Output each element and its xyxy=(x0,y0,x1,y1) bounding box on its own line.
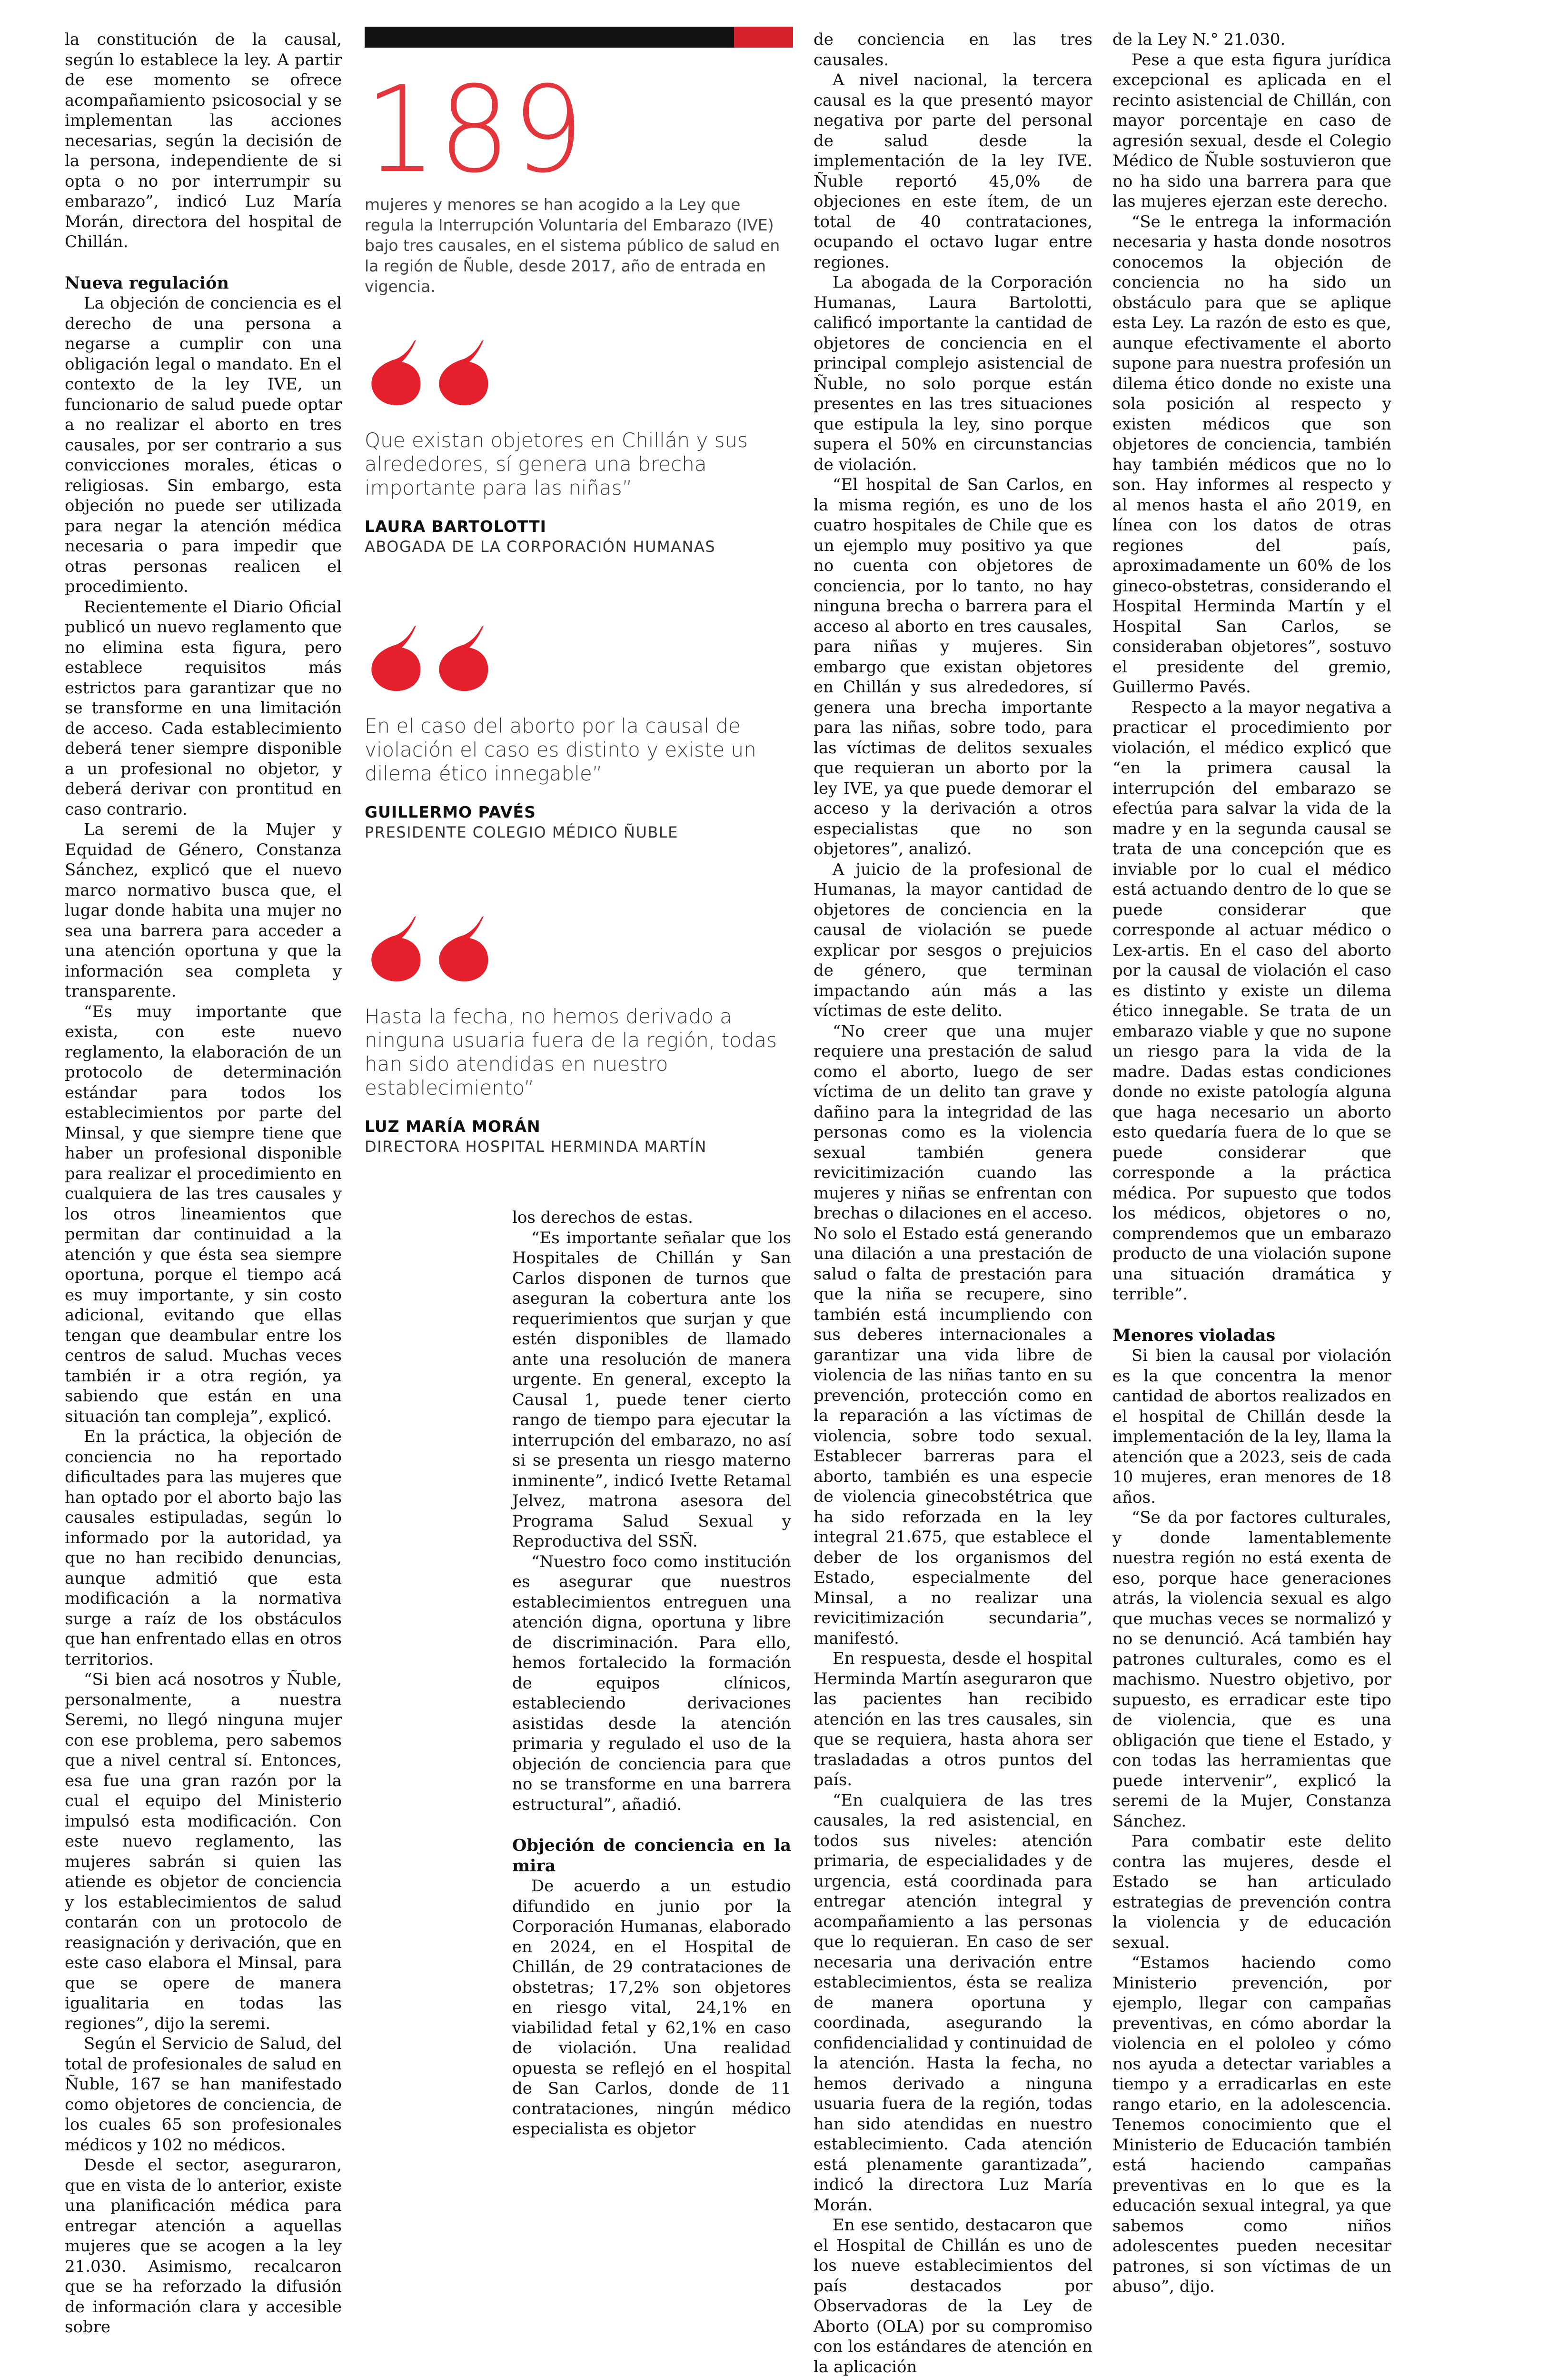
pull-quote-2 xyxy=(365,617,793,842)
quote-mark-icon xyxy=(365,908,498,989)
paragraph: La abogada de la Corporación Humanas, Laura Bartolotti, calificó importante la cantidad de objetores de conciencia en el principal complejo asistencial de Ñuble, no solo porque están presentes en las tres situaciones que estipula la ley, sino porque supera el 50% en circunstancias de violación. xyxy=(814,273,1092,474)
quote-author-role: ABOGADA DE LA CORPORACIÓN HUMANAS xyxy=(365,538,716,556)
paragraph: En ese sentido, destacaron que el Hospital de Chillán es uno de los nueve establecimientos del país destacados por Observadoras de la Ley de Aborto (OLA) por su compromiso con los estándares de atención en la aplicación xyxy=(814,2216,1092,2377)
quote-text: Hasta la fecha, no hemos derivado a ninguna usuaria fuera de la región, todas han sido atendidas en nuestro establecimiento” xyxy=(365,1005,777,1099)
paragraph: la constitución de la causal, según lo establece la ley. A partir de ese momento se ofrece acompañamiento psicosocial y se implementan las acciones necesarias, según la decisión de la persona, independiente de si opta o no por interrumpir su embarazo”, indicó Luz María Morán, directora del hospital de Chillán. xyxy=(65,30,342,251)
article-column-3 xyxy=(814,30,1092,2377)
quote-author-role: DIRECTORA HOSPITAL HERMINDA MARTÍN xyxy=(365,1138,707,1156)
paragraph: Desde el sector, aseguraron, que en vista de lo anterior, existe una planificación médica para entregar atención a aquellas mujeres que se acogen a la ley 21.030. Asimismo, recalcaron que se ha reforzado la difusión de información clara y accesible sobre xyxy=(65,2156,342,2337)
paragraph: Pese a que esta figura jurídica excepcional es aplicada en el recinto asistencial de Chillán, con mayor porcentaje en caso de agresión sexual, desde el Colegio Médico de Ñuble sostuvieron que no ha sido una barrera para que las mujeres ejerzan este derecho. xyxy=(1112,50,1391,211)
paragraph: “Es importante señalar que los Hospitales de Chillán y San Carlos disponen de turnos que aseguran la cobertura ante los requerimientos que surjan y que estén disponibles de llamado ante una resolución de manera urgente. En general, excepto la Causal 1, puede tener cierto rango de tiempo para ejecutar la interrupción del embarazo, no así si se presenta un riesgo materno inminente”, indicó Ivette Retamal Jelvez, matrona asesora del Programa Salud Sexual y Reproductiva del SSÑ. xyxy=(512,1228,791,1551)
quote-mark-icon xyxy=(365,617,498,698)
pull-quote-1 xyxy=(365,331,793,556)
subheading: Menores violadas xyxy=(1112,1325,1276,1345)
paragraph: Para combatir este delito contra las mujeres, desde el Estado se han articulado estrategias de prevención contra la violencia y de educación sexual. xyxy=(1112,1832,1391,1952)
paragraph: La objeción de conciencia es el derecho de una persona a negarse a cumplir con una obligación legal o mandato. En el contexto de la ley IVE, un funcionario de salud puede optar a no realizar el aborto en tres causales, por ser contrario a sus convicciones morales, éticas o religiosas. Sin embargo, esta objeción no puede ser utilizada para negar la atención médica necesaria o para impedir que otras personas realicen el procedimiento. xyxy=(65,294,342,596)
paragraph: La seremi de la Mujer y Equidad de Género, Constanza Sánchez, explicó que el nuevo marco normativo busca que, el lugar donde habita una mujer no sea una barrera para acceder a una atención oportuna y que la información sea completa y transparente. xyxy=(65,820,342,1001)
paragraph: “Estamos haciendo como Ministerio prevención, por ejemplo, llegar con campañas preventivas, en cómo abordar la violencia en el pololeo y cómo nos ayuda a detectar variables a tiempo y a erradicarlas en este rango etario, en la adolescencia. Tenemos conocimiento que el Ministerio de Educación también está haciendo campañas preventivas en lo que es la educación sexual integral, ya que sabemos como niños adolescentes pueden necesitar patrones, si son víctimas de un abuso”, dijo. xyxy=(1112,1953,1391,2296)
article-column-4 xyxy=(1112,30,1391,2296)
black-rule xyxy=(365,27,734,48)
paragraph: de conciencia en las tres causales. xyxy=(814,30,1092,70)
paragraph: “Se da por factores culturales, y donde lamentablemente nuestra región no está exenta de eso, porque hace generaciones atrás, la violencia sexual es algo que muchas veces se normalizó y no se denunció. Acá también hay patrones culturales, como es el machismo. Nuestro objetivo, por supuesto, es erradicar este tipo de violencia, que es una obligación que tiene el Estado, y con todas las herramientas que puede intervenir”, explicó la seremi de la Mujer, Constanza Sánchez. xyxy=(1112,1508,1391,1831)
paragraph: De acuerdo a un estudio difundido en junio por la Corporación Humanas, elaborado en 2024, en el Hospital de Chillán, de 29 contrataciones de obstetras; 17,2% son objetores en riesgo vital, 24,1% en viabilidad fetal y 62,1% en caso de violación. Una realidad opuesta se reflejó en el hospital de San Carlos, donde de 11 contrataciones, ningún médico especialista es objetor xyxy=(512,1877,791,2138)
paragraph: En la práctica, la objeción de conciencia no ha reportado dificultades para las mujeres que han optado por el aborto bajo las causales estipuladas, según lo informado por la autoridad, ya que no han recibido denuncias, aunque admitió que esta modificación a la normativa surge a raíz de los obstáculos que han enfrentado ellas en otros territorios. xyxy=(65,1427,342,1669)
paragraph: los derechos de estas. xyxy=(512,1208,693,1227)
subheading: Objeción de conciencia en la mira xyxy=(512,1836,791,1876)
quote-text: En el caso del aborto por la causal de violación el caso es distinto y existe un dilema ético innegable” xyxy=(365,714,756,785)
paragraph: Recientemente el Diario Oficial publicó un nuevo reglamento que no elimina esta figura, pero establece requisitos más estrictos para garantizar que no se transforme en una limitación de acceso. Cada establecimiento deberá tener siempre disponible a un profesional no objetor, y deberá derivar con prontitud en caso contrario. xyxy=(65,597,342,819)
paragraph: “Si bien acá nosotros y Ñuble, personalmente, a nuestra Seremi, no llegó ninguna mujer con ese problema, pero sabemos que a nivel central sí. Entonces, esa fue una gran razón por la cual el equipo del Ministerio impulsó esta modificación. Con este nuevo reglamento, las mujeres sabrán si quien las atiende es objetor de conciencia y los establecimientos de salud contarán con un protocolo de reasignación y derivación, que en este caso elabora el Minsal, para que se opere de manera igualitaria en todas las regiones”, dijo la seremi. xyxy=(65,1670,342,2033)
paragraph: Si bien la causal por violación es la que concentra la menor cantidad de abortos realizados en el hospital de Chillán desde la implementación de la ley, llama la atención que a 2023, seis de cada 10 mujeres, eran menores de 18 años. xyxy=(1112,1346,1391,1507)
paragraph: “Es muy importante que exista, con este nuevo reglamento, la elaboración de un protocolo de determinación estándar para todos los establecimientos por parte del Minsal, y que siempre tiene que haber un profesional disponible para realizar el procedimiento en cualquiera de las tres causales y los otros lineamientos que permitan dar continuidad a la atención y que ésta sea siempre oportuna, porque el tiempo acá es muy importante, y sin costo adicional, evitando que ellas tengan que deambular entre los centros de salud. Muchas veces también ir a otra región, ya sabiendo que están en una situación tan compleja”, explicó. xyxy=(65,1002,342,1426)
quote-author: LUZ MARÍA MORÁN xyxy=(365,1117,541,1136)
sidebar-box xyxy=(365,27,793,1184)
subheading: Nueva regulación xyxy=(65,273,229,293)
paragraph: “Nuestro foco como institución es asegurar que nuestros establecimientos entreguen una atención digna, oportuna y libre de discriminación. Para ello, hemos fortalecido la formación de equipos clínicos, estableciendo derivaciones asistidas desde la atención primaria y regulado el uso de la objeción de conciencia para que no se transforme en una barrera estructural”, añadió. xyxy=(512,1552,791,1814)
article-column-1 xyxy=(65,30,342,2337)
paragraph: A nivel nacional, la tercera causal es la que presentó mayor negativa por parte del personal de salud desde la implementación de la ley IVE. Ñuble reportó 45,0% de objeciones en este ítem, de un total de 40 contrataciones, ocupando el octavo lugar entre regiones. xyxy=(814,70,1092,272)
quote-author: LAURA BARTOLOTTI xyxy=(365,517,546,536)
quote-text: Que existan objetores en Chillán y sus alrededores, sí genera una brecha importante para las niñas” xyxy=(365,429,748,499)
quote-author: GUILLERMO PAVÉS xyxy=(365,803,536,821)
paragraph: de la Ley N.° 21.030. xyxy=(1112,30,1286,49)
sidebar-top-rule xyxy=(365,27,793,48)
paragraph: Según el Servicio de Salud, del total de profesionales de salud en Ñuble, 167 se han manifestado como objetores de conciencia, de los cuales 65 son profesionales médicos y 102 no médicos. xyxy=(65,2034,342,2155)
paragraph: A juicio de la profesional de Humanas, la mayor cantidad de objetores de conciencia en la causal de violación se puede explicar por sesgos o prejuicios de género, que terminan impactando aún más a las víctimas de este delito. xyxy=(814,859,1092,1020)
red-rule xyxy=(734,27,793,48)
quote-author-role: PRESIDENTE COLEGIO MÉDICO ÑUBLE xyxy=(365,823,678,841)
paragraph: “No creer que una mujer requiere una prestación de salud como el aborto, luego de ser víctima de un delito tan grave y dañino para la integridad de las personas como es la violencia sexual también genera revicitimización cuando las mujeres y niñas se enfrentan con brechas o dilaciones en el acceso. No solo el Estado está generando una dilación a una prestación de salud o falta de prestación para que la niña se recupere, sino también está incumpliendo con sus deberes internacionales a garantizar una vida libre de violencia de las niñas tanto en su prevención, protección como en la reparación a las víctimas de violencia, sobre todo sexual. Establecer barreras para el aborto, también es una especie de violencia ginecobstétrica que ha sido reforzada en la ley integral 21.675, que establece el deber de los organismos del Estado, especialmente del Minsal, a no realizar una revicitimización secundaria”, manifestó. xyxy=(814,1021,1092,1648)
paragraph: “El hospital de San Carlos, en la misma región, es uno de los cuatro hospitales de Chile que es un ejemplo muy positivo ya que no cuenta con objetores de conciencia, por lo tanto, no hay ninguna brecha o barrera para el acceso al aborto en tres causales, para niñas y mujeres. Sin embargo que existan objetores en Chillán y sus alrededores, sí genera una brecha importante para las niñas, sobre todo, para las víctimas de delitos sexuales que requieran un aborto por la ley IVE, ya que puede demorar el acceso y la derivación a otros especialistas que no son objetores”, analizó. xyxy=(814,475,1092,859)
pull-quote-3 xyxy=(365,908,793,1156)
article-column-2 xyxy=(512,1208,791,2138)
paragraph: “En cualquiera de las tres causales, la red asistencial, en todos sus niveles: atención primaria, de especialidades y de urgencia, está coordinada para entregar atención integral y acompañamiento a las personas que lo requieran. En caso de ser necesaria una derivación entre establecimientos, ésta se realiza de manera oportuna y coordinada, asegurando la confidencialidad y continuidad de la atención. Hasta la fecha, no hemos derivado a ninguna usuaria fuera de la región, todas han sido atendidas en nuestro establecimiento. Cada atención está plenamente garantizada”, indicó la directora Luz María Morán. xyxy=(814,1790,1092,2215)
paragraph: En respuesta, desde el hospital Herminda Martín aseguraron que las pacientes han recibido atención en las tres causales, sin que se requiera, hasta ahora ser trasladadas a otros puntos del país. xyxy=(814,1649,1092,1789)
big-number-description: mujeres y menores se han acogido a la Ley que regula la Interrupción Voluntaria del Embarazo (IVE) bajo tres causales, en el sistema público de salud en la región de Ñuble, desde 2017, año de entrada en vigencia. xyxy=(365,195,780,296)
quote-mark-icon xyxy=(365,331,498,412)
paragraph: Respecto a la mayor negativa a practicar el procedimiento por violación, el médico explicó que “en la primera causal la interrupción del embarazo se efectúa para salvar la vida de la madre y en la segunda causal se trata de una concepción que es inviable por lo cual el médico está actuando dentro de lo que se puede considerar que corresponde al actuar médico o Lex-artis. En el caso del aborto por la causal de violación el caso es distinto y existe un dilema ético innegable. Se trata de un embarazo viable y que no supone un riesgo para la vida de la madre. Dadas estas condiciones donde no existe patología alguna que haga necesario un aborto esto quedaría fuera de lo que se puede considerar que corresponde a la práctica médica. Por supuesto que todos los médicos, objetores o no, comprendemos que un embarazo producto de una violación supone una situación dramática y terrible”. xyxy=(1112,698,1391,1304)
big-number: 189 xyxy=(365,60,586,199)
paragraph: “Se le entrega la información necesaria y hasta donde nosotros conocemos la objeción de conciencia no ha sido un obstáculo para que se aplique esta Ley. La razón de esto es que, aunque efectivamente el aborto supone para nuestra profesión un dilema ético donde no existe una sola posición al respecto y existen médicos que son objetores de conciencia, también hay también médicos que no lo son. Hay informes al respecto y al menos hasta el año 2019, en línea con los datos de otras regiones del país, aproximadamente un 60% de los gineco-obstetras, considerando el Hospital Herminda Martín y el Hospital San Carlos, se consideraban objetores”, sostuvo el presidente del gremio, Guillermo Pavés. xyxy=(1112,212,1391,697)
